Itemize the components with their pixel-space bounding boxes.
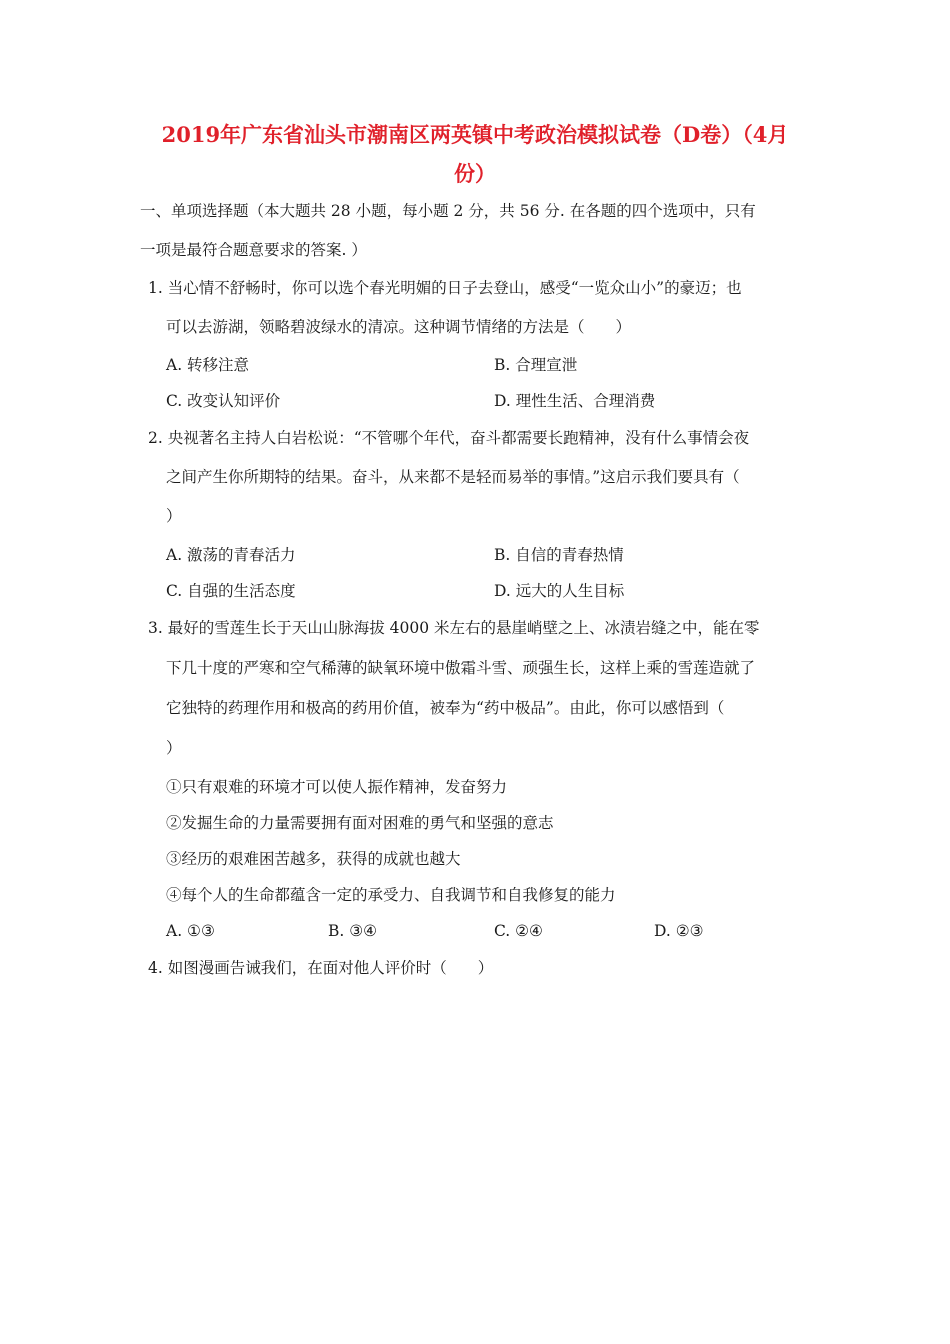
section-instructions-line1: 一、单项选择题（本大题共 28 小题，每小题 2 分，共 56 分. 在各题的四个选项中，只有 (140, 202, 756, 220)
question-3-option-c: C. ②④ (494, 922, 543, 940)
question-3-option-a: A. ①③ (166, 922, 215, 940)
exam-title-line2: 份） (454, 161, 496, 186)
question-2-option-a: A. 激荡的青春活力 (166, 546, 296, 564)
question-3-statement-1: ①只有艰难的环境才可以使人振作精神，发奋努力 (166, 778, 508, 796)
question-3-statement-4: ④每个人的生命都蕴含一定的承受力、自我调节和自我修复的能力 (166, 886, 616, 904)
question-1-option-c: C. 改变认知评价 (166, 392, 281, 410)
question-2-option-b: B. 自信的青春热情 (494, 546, 624, 564)
question-3-text-line4: ） (166, 739, 182, 757)
question-1-option-d: D. 理性生活、合理消费 (494, 392, 656, 410)
question-2-text-line1: 2. 央视著名主持人白岩松说：“不管哪个年代，奋斗都需要长跑精神，没有什么事情会夜 (148, 429, 750, 447)
exam-title-line1: 2019年广东省汕头市潮南区两英镇中考政治模拟试卷（D卷）（4月 (161, 122, 789, 147)
question-3-option-d: D. ②③ (654, 922, 704, 940)
question-3-text-line3: 它独特的药理作用和极高的药用价值，被奉为“药中极品”。由此，你可以感悟到（ (166, 699, 725, 717)
section-instructions-line2: 一项是最符合题意要求的答案. ） (140, 241, 367, 259)
question-1-option-b: B. 合理宣泄 (494, 356, 578, 374)
question-4-text-line1: 4. 如图漫画告诫我们，在面对他人评价时（ ） (148, 959, 494, 977)
question-2-text-line2: 之间产生你所期特的结果。奋斗，从来都不是轻而易举的事情。”这启示我们要具有（ (166, 468, 740, 486)
question-3-text-line2: 下几十度的严寒和空气稀薄的缺氧环境中傲霜斗雪、顽强生长，这样上乘的雪莲造就了 (166, 659, 756, 677)
question-3-statement-2: ②发掘生命的力量需要拥有面对困难的勇气和坚强的意志 (166, 814, 554, 832)
question-3-statement-3: ③经历的艰难困苦越多，获得的成就也越大 (166, 850, 461, 868)
question-2-option-d: D. 远大的人生目标 (494, 582, 625, 600)
question-3-text-line1: 3. 最好的雪莲生长于天山山脉海拔 4000 米左右的悬崖峭壁之上、冰渍岩缝之中，能在零 (148, 619, 760, 637)
question-3-option-b: B. ③④ (328, 922, 378, 940)
question-1-text-line2: 可以去游湖，领略碧波绿水的清凉。这种调节情绪的方法是（ ） (166, 318, 632, 336)
question-1-text-line1: 1. 当心情不舒畅时，你可以选个春光明媚的日子去登山，感受“一览众山小”的豪迈；也 (148, 279, 742, 297)
question-1-option-a: A. 转移注意 (166, 356, 250, 374)
question-2-option-c: C. 自强的生活态度 (166, 582, 296, 600)
question-2-text-line3: ） (166, 507, 182, 525)
